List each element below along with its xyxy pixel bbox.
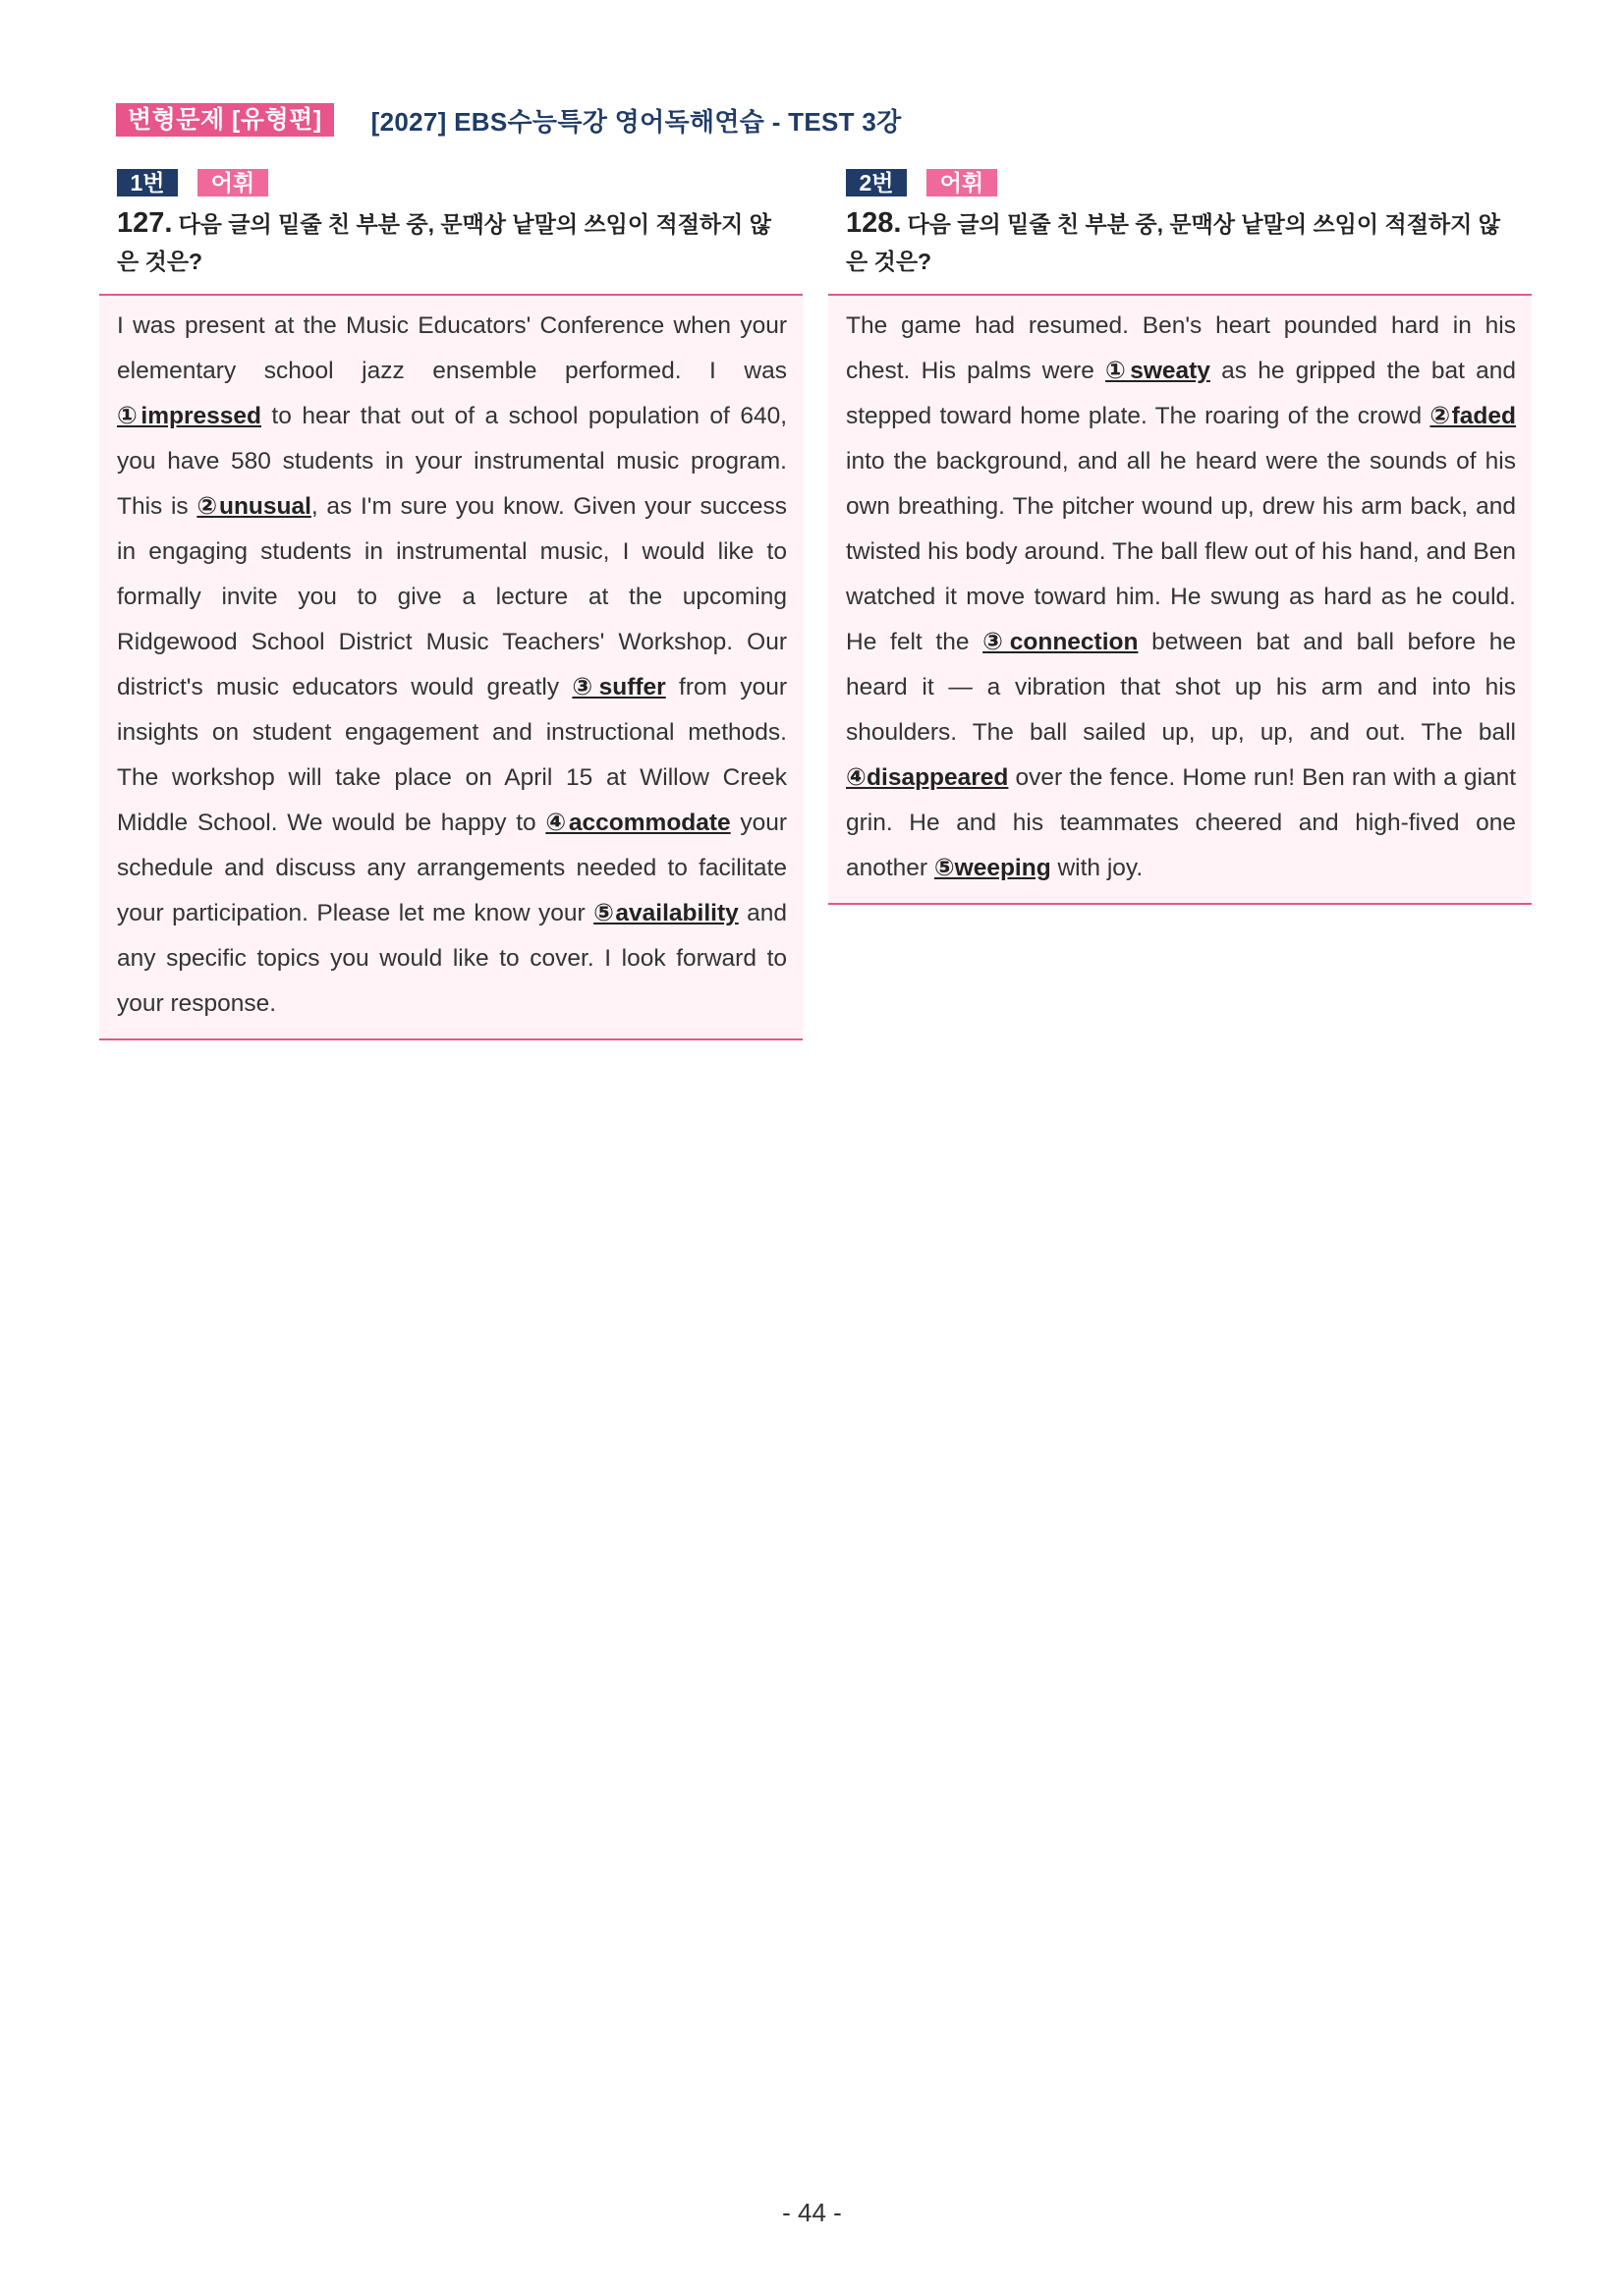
passage-text: over the fence. Home run! Ben ran with a giant grin. He and his teammates cheered and high-fived one another: [846, 764, 1516, 881]
underlined-choice: ③connection: [982, 629, 1139, 655]
question-column-2: [828, 169, 1532, 905]
question-column-1: [99, 169, 803, 1040]
question-text: 다음 글의 밑줄 친 부분 중, 문맥상 낱말의 쓰임이 적절하지 않은 것은?: [117, 211, 771, 274]
passage-text: as he gripped the bat and stepped toward home plate. The roaring of the crowd: [846, 358, 1517, 429]
question-type-badge: 어휘: [197, 169, 268, 196]
underlined-choice: ⑤availability: [593, 900, 739, 926]
passage-text: and any specific topics you would like to cover. I look forward to your response.: [117, 900, 788, 1017]
question-prompt: [846, 204, 1514, 280]
passage-text: your schedule and discuss any arrangements needed to facilitate your participation. Please let me know your: [117, 810, 787, 926]
passage-text: , as I'm sure you know. Given your success in engaging students in instrumental music, I would like to formally invite you to give a lecture at the upcoming Ridgewood School District Music Teachers' Workshop. Our district's music educators would greatly: [117, 493, 787, 700]
question-text: 다음 글의 밑줄 친 부분 중, 문맥상 낱말의 쓰임이 적절하지 않은 것은?: [846, 211, 1500, 274]
passage-text: between bat and ball before he heard it — a vibration that shot up his arm and into his shoulders. The ball sailed up, up, up, and out. The ball: [846, 629, 1517, 746]
passage-text: with joy.: [1050, 855, 1144, 881]
underlined-choice: ①sweaty: [1105, 358, 1210, 384]
passage-text: The game had resumed. Ben's heart pounded hard in his chest. His palms were: [846, 312, 1516, 384]
passage-box: [828, 294, 1532, 905]
category-tag: 변형문제 [유형편]: [116, 103, 334, 137]
passage-box: [99, 294, 803, 1040]
passage-text: to hear that out of a school population of 640, you have 580 students in your instrumental music program. This is: [117, 403, 788, 520]
underlined-choice: ②faded: [1429, 403, 1516, 429]
passage-text: from your insights on student engagement and instructional methods. The workshop will take place on April 15 at Willow Creek Middle School. We would be happy to: [117, 674, 788, 836]
question-badges: [117, 169, 803, 196]
document-title: [2027] EBS수능특강 영어독해연습 - TEST 3강: [370, 106, 902, 137]
page-header: [116, 102, 902, 138]
underlined-choice: ⑤weeping: [933, 855, 1051, 881]
passage-text: into the background, and all he heard were the sounds of his own breathing. The pitcher wound up, drew his arm back, and twisted his body around. The ball flew out of his hand, and Ben watched it move toward him. He swung as hard as he could. He felt the: [846, 448, 1516, 655]
question-number-badge: 2번: [846, 169, 907, 196]
question-prompt: [117, 204, 785, 280]
page-number: - 44 -: [782, 2198, 842, 2227]
question-number: 127.: [117, 207, 173, 239]
passage-text: I was present at the Music Educators' Conference when your elementary school jazz ensemble performed. I was: [117, 312, 787, 384]
underlined-choice: ①impressed: [117, 403, 261, 429]
question-type-badge: 어휘: [926, 169, 997, 196]
underlined-choice: ④accommodate: [545, 810, 731, 836]
underlined-choice: ③suffer: [572, 674, 666, 700]
question-number-badge: 1번: [117, 169, 178, 196]
underlined-choice: ④disappeared: [846, 764, 1009, 791]
question-number: 128.: [846, 207, 902, 239]
underlined-choice: ②unusual: [196, 493, 311, 520]
question-badges: [846, 169, 1532, 196]
